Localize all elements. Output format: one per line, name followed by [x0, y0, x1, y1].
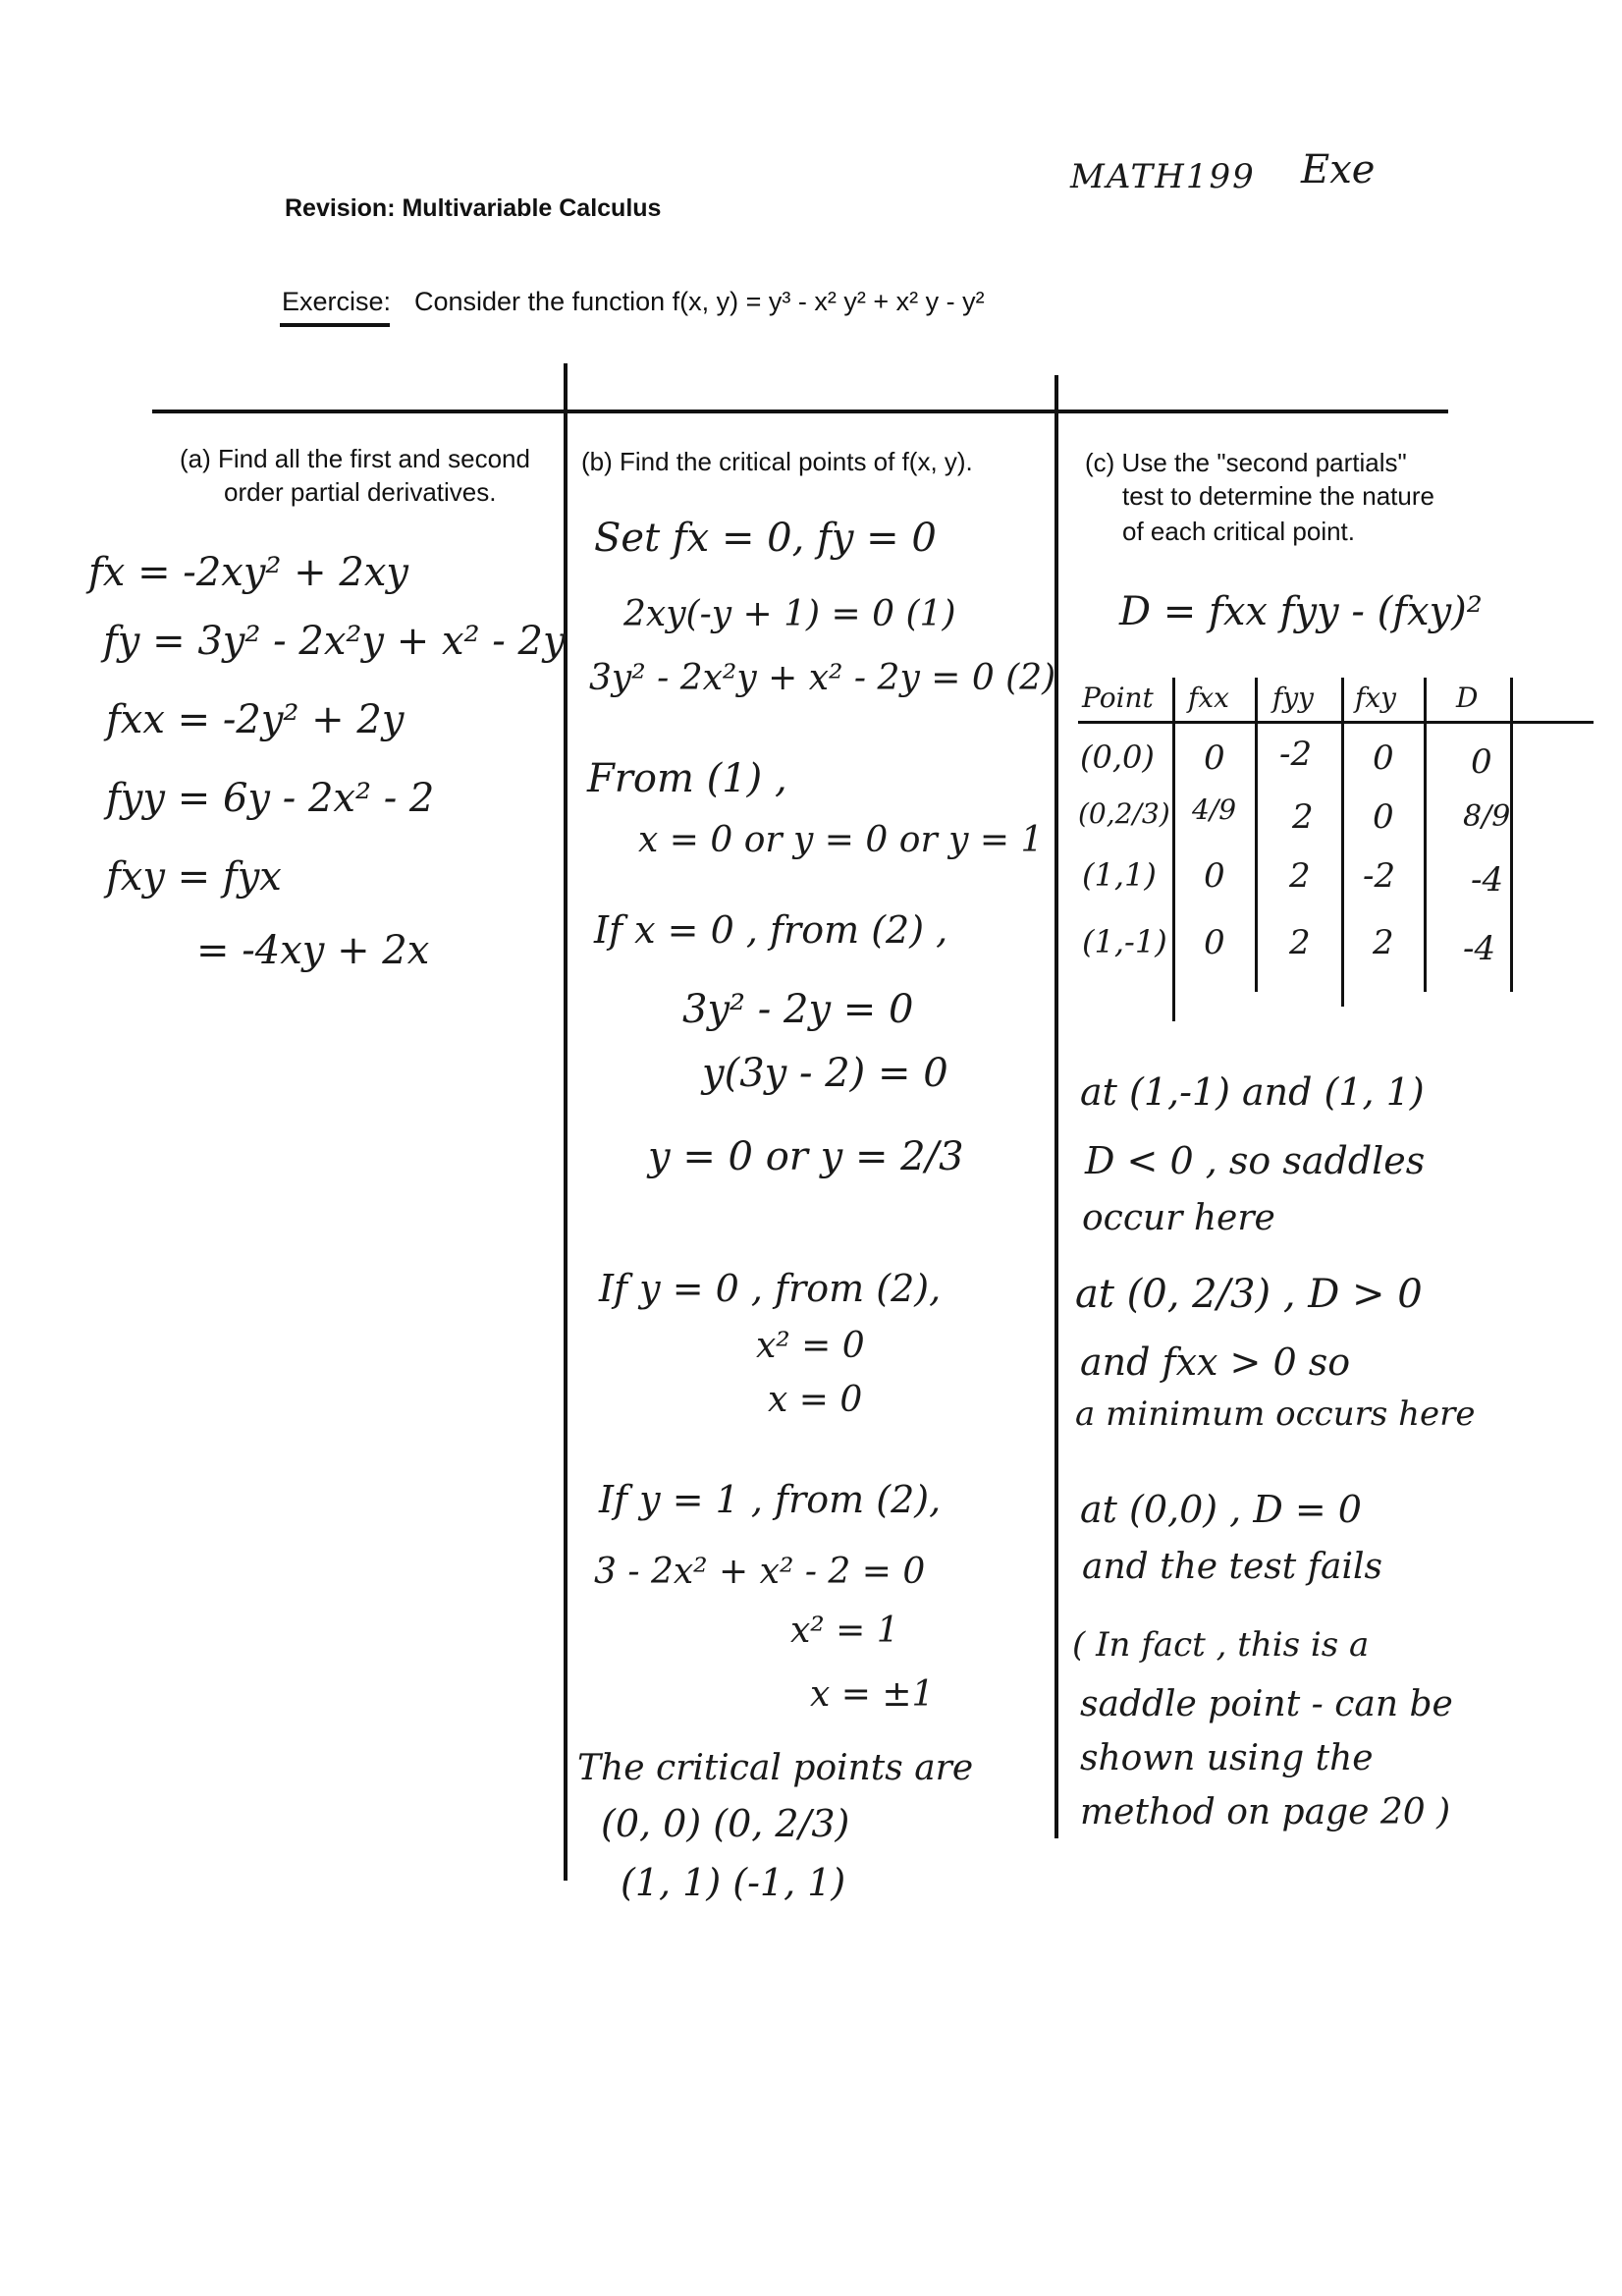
part-b-prompt: (b) Find the critical points of f(x, y). [581, 447, 973, 476]
b-eq2: 3y² - 2x²y + x² - 2y = 0 (2) [589, 658, 1056, 698]
table-header-point: Point [1082, 682, 1154, 714]
table-cell: 4/9 [1192, 793, 1237, 826]
b-eq1: 2xy(-y + 1) = 0 (1) [623, 594, 956, 634]
table-cell: -4 [1471, 860, 1504, 900]
b-case-y0-l1: x² = 0 [756, 1326, 865, 1366]
table-col-rule-4 [1424, 678, 1427, 992]
table-col-rule-3 [1341, 678, 1344, 1007]
b-points-l2: (1, 1) (-1, 1) [621, 1861, 846, 1904]
b-case-y1: If y = 1 , from (2), [599, 1478, 942, 1521]
b-case-y1-l1: 3 - 2x² + x² - 2 = 0 [594, 1552, 926, 1592]
column-divider-bc [1054, 375, 1058, 1838]
c-note4-l2: saddle point - can be [1080, 1684, 1453, 1724]
table-col-rule-1 [1172, 678, 1175, 1021]
b-from1: From (1) , [587, 756, 787, 801]
table-cell: 0 [1471, 742, 1492, 782]
part-a-prompt-line1: (a) Find all the first and second [180, 444, 530, 473]
c-note3-l2: and the test fails [1082, 1547, 1382, 1587]
table-cell: 2 [1289, 923, 1311, 962]
column-divider-ab [564, 363, 568, 1881]
b-case-x0-l1: 3y² - 2y = 0 [682, 987, 914, 1032]
table-header-rule [1078, 721, 1594, 724]
fx-line: fx = -2xy² + 2xy [88, 550, 409, 595]
b-case-y1-l3: x = ±1 [810, 1674, 935, 1715]
part-c-prompt-line3: of each critical point. [1122, 517, 1356, 546]
b-case-y0: If y = 0 , from (2), [599, 1267, 942, 1310]
table-cell: 8/9 [1463, 799, 1511, 834]
course-tag: Exe [1301, 147, 1376, 192]
b-case-y1-l2: x² = 1 [790, 1611, 899, 1651]
table-top-rule [152, 410, 1448, 413]
table-header-fxx: fxx [1188, 682, 1229, 714]
c-note4-l3: shown using the [1080, 1738, 1374, 1778]
table-cell: (1,1) [1082, 856, 1157, 894]
c-note2-l1: at (0, 2/3) , D > 0 [1075, 1272, 1423, 1317]
c-note3-l1: at (0,0) , D = 0 [1080, 1488, 1362, 1531]
table-cell: -4 [1463, 929, 1496, 968]
exercise-label: Exercise: [282, 287, 392, 316]
fyy-line: fyy = 6y - 2x² - 2 [106, 776, 435, 821]
table-cell: 0 [1373, 738, 1394, 778]
c-note4-l1: ( In fact , this is a [1072, 1625, 1370, 1665]
part-a-prompt-line2: order partial derivatives. [224, 477, 497, 507]
table-header-fxy: fxy [1355, 682, 1396, 714]
table-col-rule-2 [1255, 678, 1258, 992]
b-case-x0-l3: y = 0 or y = 2/3 [648, 1134, 964, 1179]
exercise-text: Consider the function f(x, y) = y³ - x² y² + x² y - y² [414, 287, 985, 316]
course-code: MATH199 [1070, 157, 1256, 196]
b-set-line: Set fx = 0, fy = 0 [594, 516, 937, 561]
table-cell: 2 [1292, 797, 1314, 837]
c-note2-l2: and fxx > 0 so [1080, 1340, 1351, 1384]
b-case-x0-l2: y(3y - 2) = 0 [702, 1051, 948, 1096]
table-cell: (1,-1) [1082, 923, 1167, 960]
exercise-underline [280, 323, 390, 327]
table-cell: 0 [1373, 797, 1394, 837]
page-title: Revision: Multivariable Calculus [285, 194, 662, 222]
c-note1-l3: occur here [1082, 1198, 1275, 1238]
table-col-rule-5 [1510, 678, 1513, 992]
table-cell: 0 [1204, 856, 1225, 896]
b-case-x0: If x = 0 , from (2) , [594, 908, 948, 952]
table-header-d: D [1456, 682, 1479, 714]
table-cell: -2 [1279, 735, 1313, 774]
c-note2-l3: a minimum occurs here [1075, 1394, 1476, 1434]
table-header-fyy: fyy [1272, 682, 1314, 714]
b-conclusion: The critical points are [577, 1748, 974, 1788]
table-cell: 2 [1373, 923, 1394, 962]
b-from1-result: x = 0 or y = 0 or y = 1 [638, 820, 1044, 860]
table-cell: (0,2/3) [1078, 797, 1170, 830]
b-case-y0-l2: x = 0 [768, 1380, 863, 1420]
fxy-line: fxy = fyx [106, 854, 282, 900]
table-cell: 0 [1204, 923, 1225, 962]
fxx-line: fxx = -2y² + 2y [106, 697, 405, 742]
table-cell: 2 [1289, 856, 1311, 896]
c-note1-l2: D < 0 , so saddles [1085, 1139, 1426, 1182]
table-cell: (0,0) [1080, 738, 1155, 776]
fy-line: fy = 3y² - 2x²y + x² - 2y [103, 619, 566, 664]
part-c-prompt-line2: test to determine the nature [1122, 481, 1434, 511]
fxy-value-line: = -4xy + 2x [196, 928, 430, 973]
critical-point-table [1078, 678, 1594, 1031]
table-cell: 0 [1204, 738, 1225, 778]
b-points-l1: (0, 0) (0, 2/3) [601, 1802, 850, 1845]
part-c-prompt-line1: (c) Use the "second partials" [1085, 448, 1407, 477]
table-cell: -2 [1363, 856, 1396, 896]
c-note4-l4: method on page 20 ) [1080, 1792, 1451, 1832]
d-formula: D = fxx fyy - (fxy)² [1119, 589, 1483, 634]
c-note1-l1: at (1,-1) and (1, 1) [1080, 1070, 1425, 1114]
